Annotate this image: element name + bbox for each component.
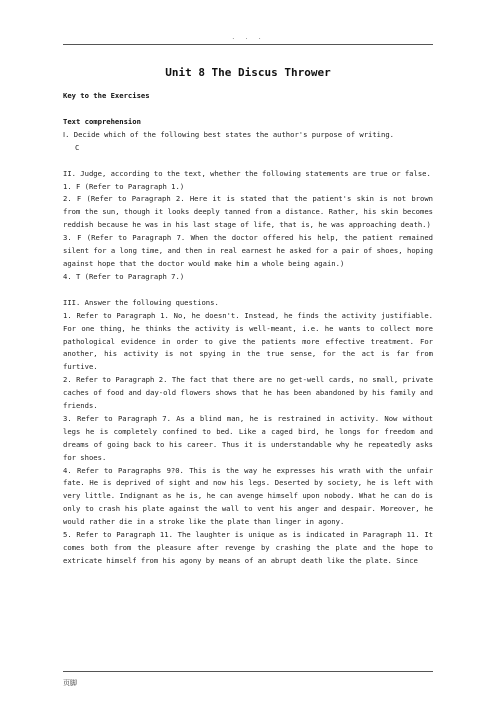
- section2-item: 4. T (Refer to Paragraph 7.): [63, 271, 185, 281]
- header-rule: [63, 44, 433, 45]
- section1-answer: C: [75, 142, 80, 152]
- section3-item: 2. Refer to Paragraph 2. The fact that there are no get-well cards, no small, private caches of food and day-old flowers shows that he has been abandoned by his family and friends.: [63, 375, 433, 411]
- text-comprehension-heading: Text comprehension: [63, 116, 141, 126]
- section2-item: 1. F (Refer to Paragraph 1.): [63, 181, 185, 191]
- section3-item: 1. Refer to Paragraph 1. No, he doesn't. Instead, he finds the activity justifiable. For one thing, he thinks the activity is well-meant, i.e. he wants to collect more pathological evidence in order to give the patients more effective treatment. For another, his activity is not spying in the true sense, for the act is far from furtive.: [63, 310, 433, 372]
- section3-question: III. Answer the following questions.: [63, 297, 219, 307]
- section2-item: 2. F (Refer to Paragraph 2. Here it is stated that the patient's skin is not brown from the sun, though it looks deeply tanned from a distance. Rather, his skin becomes reddish because he was in his last stage of life, that is, he was approaching death.): [63, 194, 433, 230]
- section1-question: Ⅰ. Decide which of the following best states the author's purpose of writing.: [63, 129, 394, 139]
- footer-rule: [63, 671, 433, 672]
- section2-question: II. Judge, according to the text, whether the following statements are true or false.: [63, 168, 431, 178]
- document-body: [63, 90, 433, 568]
- document-title: Unit 8 The Discus Thrower: [165, 66, 331, 79]
- footer-label: 页脚: [63, 679, 77, 687]
- header-mark: . . .: [231, 34, 265, 41]
- section3-item: 5. Refer to Paragraph 11. The laughter is unique as is indicated in Paragraph 11. It comes both from the pleasure after revenge by crashing the plate and the hope to extricate himself from his agony by means of an abrupt death like the plate. Since: [63, 530, 433, 565]
- section3-item: 3. Refer to Paragraph 7. As a blind man, he is restrained in activity. Now without legs he is completely confined to bed. Like a caged bird, he longs for freedom and dreams of going back to his career. Thus it is understandable why he repeatedly asks for shoes.: [63, 413, 433, 462]
- section2-item: 3. F (Refer to Paragraph 7. When the doctor offered his help, the patient remained silent for a long time, and then in real earnest he asked for a pair of shoes, hoping against hope that the doctor would make him a whole being again.): [63, 233, 433, 268]
- key-heading: Key to the Exercises: [63, 91, 150, 100]
- section3-item: 4. Refer to Paragraphs 9?0. This is the way he expresses his wrath with the unfair fate. He is deprived of sight and now his legs. Deserted by society, he is left with very little. Indignant as he is, he can avenge himself upon nobody. What he can do is only to crash his plate against the wall to vent his anger and despair. Moreover, he would rather die in a stroke like the plate than linger in agony.: [63, 465, 433, 527]
